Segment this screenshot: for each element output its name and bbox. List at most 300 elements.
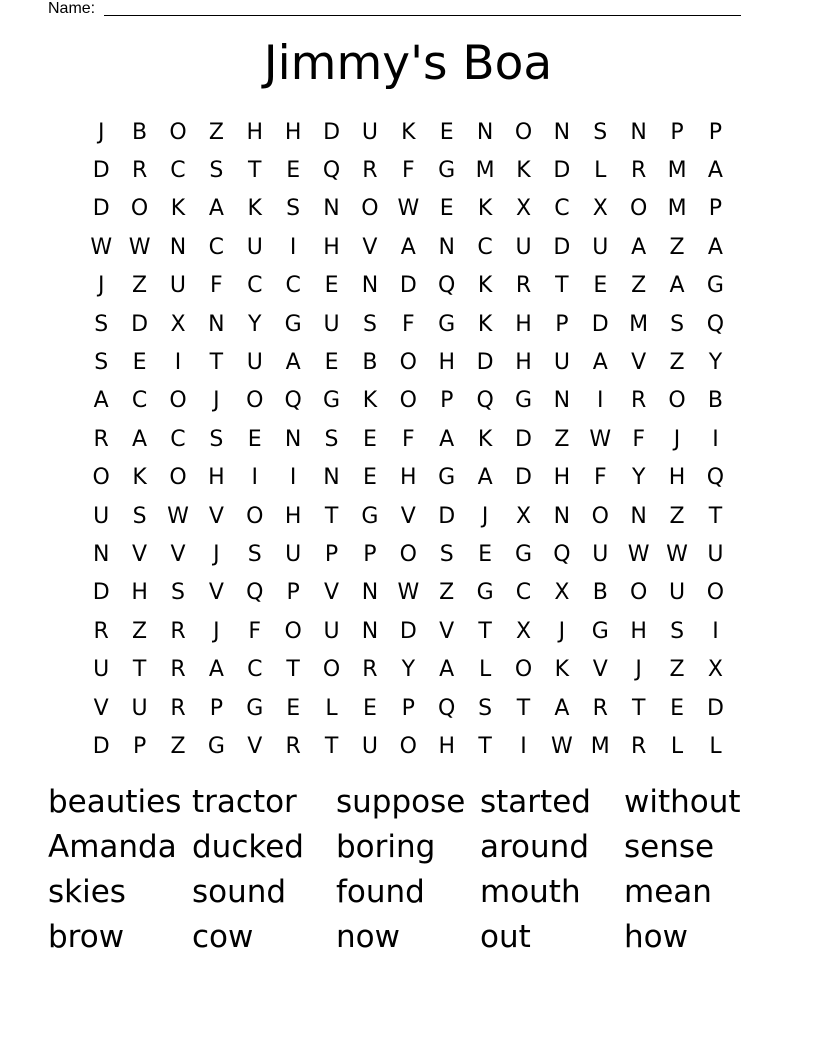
grid-letter[interactable]: V [362,234,378,260]
grid-letter[interactable]: H [284,503,302,529]
grid-letter[interactable]: D [553,158,571,184]
grid-letter[interactable]: N [553,388,571,414]
grid-letter[interactable]: W [167,503,189,529]
grid-letter[interactable]: J [213,541,220,567]
grid-letter[interactable]: G [706,273,724,299]
grid-letter[interactable]: F [593,465,607,491]
grid-letter[interactable]: Z [208,119,224,145]
grid-letter[interactable]: P [708,196,723,222]
grid-letter[interactable]: F [401,158,415,184]
grid-letter[interactable]: M [667,158,687,184]
grid-letter[interactable]: O [591,503,609,529]
grid-letter[interactable]: R [170,695,186,721]
grid-letter[interactable]: E [324,350,339,376]
grid-letter[interactable]: G [438,158,456,184]
grid-letter[interactable]: K [477,273,493,299]
grid-letter[interactable]: A [439,657,455,683]
grid-letter[interactable]: S [132,503,147,529]
grid-letter[interactable]: K [477,426,493,452]
grid-letter[interactable]: F [401,311,415,337]
grid-letter[interactable]: Z [669,350,685,376]
grid-letter[interactable]: R [170,657,186,683]
grid-row [82,382,735,420]
grid-letter[interactable]: A [208,657,224,683]
grid-letter[interactable]: L [594,158,607,184]
grid-letter[interactable]: D [92,196,110,222]
grid-letter[interactable]: G [323,388,341,414]
grid-letter[interactable]: S [170,580,185,606]
grid-letter[interactable]: U [131,695,148,721]
grid-letter[interactable]: H [400,465,417,491]
grid-letter[interactable]: A [208,196,224,222]
grid-letter[interactable]: C [170,158,186,184]
grid-letter[interactable]: N [92,541,110,567]
grid-letter[interactable]: T [248,158,262,184]
grid-letter[interactable]: K [477,196,493,222]
grid-letter[interactable]: E [362,426,377,452]
grid-letter[interactable]: M [590,733,610,759]
grid-letter[interactable]: L [478,657,492,683]
grid-letter[interactable]: W [90,234,113,260]
grid-letter[interactable]: N [284,426,302,452]
word-list-item: mean [624,874,712,910]
grid-letter[interactable]: W [128,234,151,260]
grid-letter[interactable]: O [361,196,379,222]
grid-letter[interactable]: V [132,541,148,567]
grid-letter[interactable]: O [246,503,264,529]
grid-letter[interactable]: H [668,465,686,491]
grid-letter[interactable]: E [324,273,339,299]
grid-letter[interactable]: R [131,158,148,184]
grid-letter[interactable]: S [209,426,224,452]
grid-letter[interactable]: J [97,273,105,299]
grid-letter[interactable]: D [131,311,149,337]
grid-letter[interactable]: L [670,733,684,759]
grid-letter[interactable]: Z [669,657,685,683]
grid-letter[interactable]: C [247,273,263,299]
grid-letter[interactable]: S [593,119,608,145]
grid-letter[interactable]: R [170,618,186,644]
grid-letter[interactable]: Z [132,273,148,299]
grid-letter[interactable]: T [324,503,339,529]
grid-letter[interactable]: K [554,657,570,683]
grid-letter[interactable]: S [439,541,454,567]
grid-letter[interactable]: R [631,733,647,759]
word-list-item: ducked [192,829,304,865]
grid-letter[interactable]: G [438,465,456,491]
grid-letter[interactable]: W [397,196,420,222]
grid-letter[interactable]: B [362,350,378,376]
grid-letter[interactable]: P [209,695,223,721]
grid-letter[interactable]: C [208,234,225,260]
grid-letter[interactable]: N [323,196,340,222]
grid-letter[interactable]: J [558,618,566,644]
grid-letter[interactable]: B [592,580,608,606]
grid-letter[interactable]: Y [631,465,646,491]
grid-letter[interactable]: K [170,196,186,222]
grid-letter[interactable]: O [399,388,417,414]
grid-letter[interactable]: D [515,465,532,491]
grid-letter[interactable]: O [706,580,725,606]
grid-letter[interactable]: Z [170,733,186,759]
grid-letter[interactable]: E [286,695,301,721]
grid-letter[interactable]: N [553,119,571,145]
word-list-row [48,915,768,960]
grid-letter[interactable]: X [515,196,532,222]
grid-letter[interactable]: Z [439,580,455,606]
grid-letter[interactable]: O [399,541,417,567]
grid-letter[interactable]: S [94,350,109,376]
grid-letter[interactable]: T [478,733,492,759]
grid-letter[interactable]: H [438,733,455,759]
grid-letter[interactable]: E [247,426,262,452]
grid-letter[interactable]: W [397,580,420,606]
grid-letter[interactable]: G [476,580,494,606]
grid-letter[interactable]: P [132,733,147,759]
grid-letter[interactable]: Z [554,426,570,452]
grid-letter[interactable]: N [476,119,494,145]
grid-letter[interactable]: A [554,695,570,721]
grid-letter[interactable]: H [284,119,302,145]
grid-letter[interactable]: Q [706,311,725,337]
grid-letter[interactable]: K [401,119,416,145]
grid-letter[interactable]: P [708,119,723,145]
grid-letter[interactable]: O [399,733,417,759]
grid-letter[interactable]: O [92,465,110,491]
grid-letter[interactable]: T [516,695,531,721]
grid-letter[interactable]: X [515,503,532,529]
grid-letter[interactable]: S [286,196,301,222]
grid-letter[interactable]: V [247,733,263,759]
grid-row [82,689,735,727]
grid-letter[interactable]: O [630,196,648,222]
grid-letter[interactable]: E [362,695,377,721]
grid-letter[interactable]: H [630,618,647,644]
grid-letter[interactable]: D [92,580,110,606]
grid-letter[interactable]: G [438,311,456,337]
grid-letter[interactable]: U [553,350,570,376]
grid-letter[interactable]: V [93,695,109,721]
grid-letter[interactable]: O [246,388,264,414]
grid-letter[interactable]: S [478,695,493,721]
grid-letter[interactable]: Q [284,388,302,414]
grid-letter[interactable]: T [555,273,569,299]
grid-letter[interactable]: A [707,158,723,184]
grid-letter[interactable]: N [553,503,571,529]
grid-letter[interactable]: G [207,733,225,759]
grid-letter[interactable]: Q [438,273,456,299]
grid-letter[interactable]: R [631,388,647,414]
grid-letter[interactable]: S [670,618,685,644]
grid-letter[interactable]: D [92,733,110,759]
grid-letter[interactable]: Q [438,695,456,721]
grid-letter[interactable]: H [438,350,455,376]
grid-letter[interactable]: I [289,465,297,491]
grid-letter[interactable]: F [401,426,415,452]
grid-letter[interactable]: C [554,196,570,222]
grid-letter[interactable]: Q [706,465,725,491]
grid-row [82,612,735,650]
grid-letter[interactable]: S [324,426,339,452]
grid-letter[interactable]: R [592,695,608,721]
grid-letter[interactable]: H [323,234,340,260]
grid-letter[interactable]: U [707,541,724,567]
grid-letter[interactable]: E [593,273,608,299]
word-list-item: boring [336,829,436,865]
grid-letter[interactable]: Z [132,618,148,644]
grid-letter[interactable]: J [97,119,105,145]
grid-letter[interactable]: J [213,388,220,414]
grid-letter[interactable]: W [666,541,688,567]
grid-letter[interactable]: U [246,234,263,260]
grid-letter[interactable]: P [324,541,339,567]
grid-letter[interactable]: T [324,733,339,759]
grid-letter[interactable]: Z [631,273,647,299]
grid-letter[interactable]: O [514,119,533,145]
grid-letter[interactable]: T [286,657,300,683]
grid-letter[interactable]: R [285,733,301,759]
grid-letter[interactable]: S [670,311,685,337]
grid-letter[interactable]: F [248,618,262,644]
grid-letter[interactable]: P [555,311,569,337]
grid-letter[interactable]: G [514,388,533,414]
grid-letter[interactable]: V [170,541,186,567]
grid-letter[interactable]: U [361,733,378,759]
grid-letter[interactable]: N [169,234,187,260]
grid-letter[interactable]: R [93,426,109,452]
grid-letter[interactable]: X [554,580,570,606]
grid-letter[interactable]: H [515,311,532,337]
grid-letter[interactable]: M [667,196,687,222]
grid-letter[interactable]: C [247,657,263,683]
grid-letter[interactable]: G [514,541,533,567]
word-list-item: tractor [192,784,297,820]
grid-letter[interactable]: I [174,350,182,376]
grid-letter[interactable]: D [92,158,110,184]
grid-letter[interactable]: U [323,618,340,644]
grid-letter[interactable]: V [208,503,224,529]
grid-letter[interactable]: H [131,580,148,606]
grid-letter[interactable]: S [94,311,109,337]
grid-letter[interactable]: S [247,541,262,567]
grid-letter[interactable]: G [246,695,264,721]
grid-letter[interactable]: Q [476,388,494,414]
grid-letter[interactable]: P [363,541,377,567]
grid-letter[interactable]: V [592,657,608,683]
grid-letter[interactable]: O [630,580,648,606]
grid-letter[interactable]: G [591,618,609,644]
grid-letter[interactable]: R [362,158,378,184]
grid-letter[interactable]: T [708,503,723,529]
grid-letter[interactable]: H [208,465,225,491]
grid-letter[interactable]: I [712,426,719,452]
grid-letter[interactable]: N [361,580,379,606]
grid-letter[interactable]: A [707,234,723,260]
grid-letter[interactable]: Z [669,503,685,529]
grid-letter[interactable]: V [439,618,455,644]
grid-letter[interactable]: I [251,465,258,491]
grid-letter[interactable]: I [520,733,527,759]
grid-letter[interactable]: P [440,388,454,414]
grid-letter[interactable]: D [399,618,417,644]
grid-letter[interactable]: A [439,426,455,452]
grid-letter[interactable]: H [515,350,532,376]
grid-letter[interactable]: O [322,657,341,683]
grid-letter[interactable]: C [477,234,493,260]
grid-letter[interactable]: W [551,733,573,759]
grid-letter[interactable]: Q [322,158,341,184]
grid-letter[interactable]: U [515,234,532,260]
grid-letter[interactable]: Y [708,350,723,376]
grid-letter[interactable]: E [286,158,301,184]
grid-letter[interactable]: G [361,503,379,529]
grid-letter[interactable]: E [478,541,493,567]
grid-letter[interactable]: D [706,695,724,721]
grid-letter[interactable]: J [213,618,220,644]
grid-letter[interactable]: P [401,695,415,721]
grid-letter[interactable]: W [589,426,612,452]
grid-letter[interactable]: O [130,196,149,222]
grid-letter[interactable]: M [475,158,495,184]
grid-letter[interactable]: O [399,350,417,376]
grid-letter[interactable]: I [712,618,719,644]
grid-letter[interactable]: A [93,388,109,414]
grid-letter[interactable]: R [362,657,378,683]
grid-letter[interactable]: U [285,541,302,567]
grid-letter[interactable]: I [289,234,297,260]
grid-letter[interactable]: I [597,388,604,414]
grid-letter[interactable]: S [209,158,224,184]
grid-letter[interactable]: U [323,311,340,337]
grid-letter[interactable]: R [93,618,109,644]
grid-letter[interactable]: U [669,580,686,606]
grid-letter[interactable]: Z [669,234,685,260]
grid-letter[interactable]: E [132,350,147,376]
grid-letter[interactable]: D [591,311,609,337]
grid-letter[interactable]: N [630,503,647,529]
grid-letter[interactable]: A [285,350,301,376]
grid-letter[interactable]: E [439,196,454,222]
grid-letter[interactable]: V [324,580,340,606]
grid-letter[interactable]: V [631,350,647,376]
grid-letter[interactable]: W [627,541,650,567]
grid-letter[interactable]: B [707,388,723,414]
grid-letter[interactable]: U [592,541,609,567]
grid-letter[interactable]: D [323,119,341,145]
grid-letter[interactable]: N [361,618,379,644]
grid-letter[interactable]: D [476,350,494,376]
grid-letter[interactable]: K [516,158,531,184]
grid-letter[interactable]: Q [553,541,571,567]
grid-row [82,267,735,305]
grid-letter[interactable]: E [439,119,454,145]
grid-letter[interactable]: D [553,234,571,260]
grid-letter[interactable]: T [132,657,147,683]
grid-letter[interactable]: V [400,503,416,529]
grid-letter[interactable]: Y [401,657,416,683]
grid-letter[interactable]: N [438,234,455,260]
grid-letter[interactable]: N [323,465,340,491]
grid-letter[interactable]: K [132,465,147,491]
grid-letter[interactable]: O [514,657,533,683]
grid-letter[interactable]: N [630,119,647,145]
grid-letter[interactable]: U [169,273,187,299]
grid-letter[interactable]: X [592,196,608,222]
grid-letter[interactable]: A [132,426,148,452]
grid-letter[interactable]: D [399,273,417,299]
grid-letter[interactable]: X [515,618,532,644]
grid-letter[interactable]: C [515,580,532,606]
grid-letter[interactable]: A [477,465,493,491]
grid-letter[interactable]: K [362,388,378,414]
grid-letter[interactable]: F [210,273,223,299]
grid-letter[interactable]: T [209,350,224,376]
grid-letter[interactable]: Y [248,311,262,337]
grid-letter[interactable]: E [670,695,684,721]
grid-letter[interactable]: O [169,119,187,145]
grid-letter[interactable]: O [169,388,187,414]
grid-letter[interactable]: T [478,618,492,644]
grid-letter[interactable]: C [131,388,148,414]
name-field-line[interactable] [104,15,741,16]
grid-letter[interactable]: A [592,350,608,376]
grid-letter[interactable]: K [247,196,262,222]
grid-letter[interactable]: D [515,426,532,452]
grid-letter[interactable]: S [362,311,377,337]
grid-letter[interactable]: O [668,388,686,414]
grid-letter[interactable]: P [286,580,300,606]
grid-letter[interactable]: K [477,311,493,337]
grid-letter[interactable]: O [284,618,302,644]
grid-letter[interactable]: F [632,426,645,452]
grid-letter[interactable]: X [707,657,723,683]
grid-letter[interactable]: M [629,311,649,337]
grid-letter[interactable]: R [515,273,532,299]
grid-letter[interactable]: U [93,657,110,683]
grid-letter[interactable]: P [670,119,684,145]
grid-letter[interactable]: R [631,158,647,184]
grid-letter[interactable]: U [592,234,609,260]
grid-letter[interactable]: B [132,119,148,145]
grid-letter[interactable]: T [631,695,646,721]
grid-letter[interactable]: H [246,119,264,145]
grid-letter[interactable]: J [635,657,642,683]
grid-letter[interactable]: A [631,234,647,260]
grid-letter[interactable]: O [169,465,187,491]
grid-letter[interactable]: N [361,273,379,299]
grid-letter[interactable]: X [170,311,186,337]
grid-letter[interactable]: H [553,465,571,491]
grid-letter[interactable]: C [170,426,186,452]
grid-letter[interactable]: J [481,503,489,529]
grid-letter[interactable]: L [709,733,722,759]
grid-letter[interactable]: C [285,273,301,299]
grid-letter[interactable]: N [208,311,225,337]
grid-letter[interactable]: A [400,234,416,260]
grid-letter[interactable]: E [362,465,377,491]
grid-letter[interactable]: U [361,119,378,145]
grid-letter[interactable]: U [246,350,263,376]
grid-letter[interactable]: V [208,580,224,606]
grid-letter[interactable]: Q [246,580,264,606]
grid-letter[interactable]: L [325,695,338,721]
grid-letter[interactable]: A [669,273,685,299]
grid-letter[interactable]: U [93,503,110,529]
grid-letter[interactable]: J [673,426,681,452]
grid-letter[interactable]: G [284,311,302,337]
grid-letter[interactable]: D [438,503,456,529]
word-list-item: cow [192,919,254,955]
